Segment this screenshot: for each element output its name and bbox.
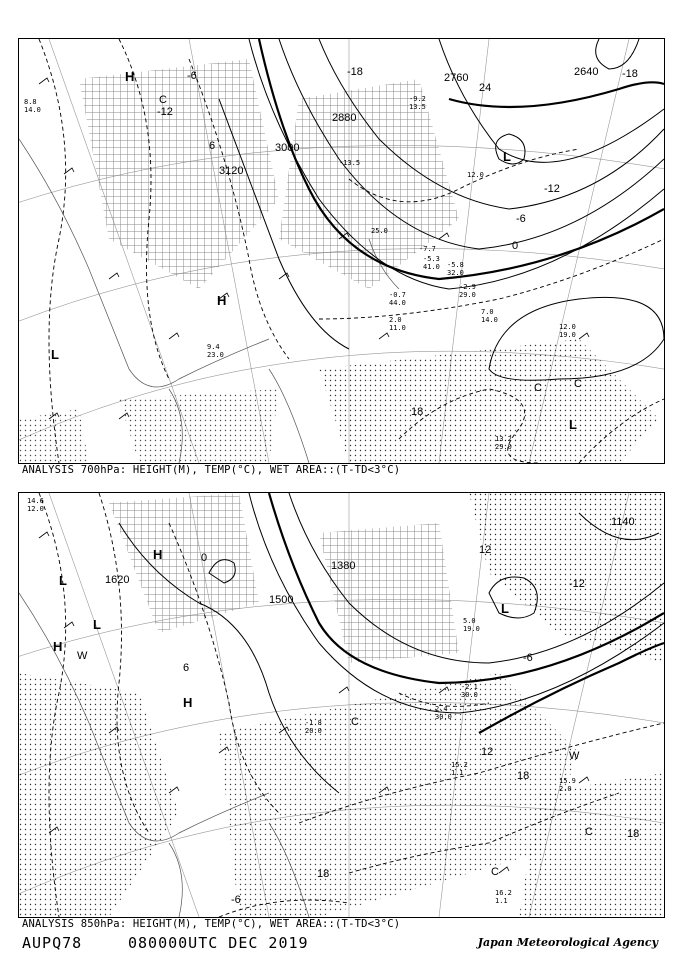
isotherm-label: -12: [569, 578, 585, 590]
station-value: 12.0: [559, 323, 576, 331]
station-value: 25.0: [371, 227, 388, 235]
high-center: H: [183, 695, 193, 710]
low-center: L: [501, 601, 509, 616]
valid-time: 080000UTC DEC 2019: [128, 934, 309, 952]
station-value: 13.5: [409, 103, 426, 111]
station-value: -1.8: [305, 719, 322, 727]
warm-center: W: [569, 750, 580, 762]
height-label: 1500: [269, 594, 294, 606]
isotherm-label: 18: [517, 770, 530, 782]
isotherm-label: 12: [479, 544, 492, 556]
station-value: -5.3: [423, 255, 440, 263]
height-label: 2760: [444, 72, 469, 84]
station-value: 14.0: [481, 316, 498, 324]
station-value: 19.0: [559, 331, 576, 339]
high-center: H: [153, 547, 163, 562]
station-value: 13.2: [495, 435, 512, 443]
station-value: -13.5: [339, 159, 361, 167]
station-value: 41.0: [423, 263, 440, 271]
isotherm-label: -12: [544, 183, 560, 195]
station-value: 1.1: [451, 769, 464, 777]
station-value: -9.2: [409, 95, 426, 103]
isotherm-label: -6: [231, 894, 241, 906]
station-value: 12.0: [27, 505, 44, 513]
high-center: H: [125, 69, 135, 84]
upper-chart-caption: ANALYSIS 700hPa: HEIGHT(M), TEMP(°C), WET AREA::(T-TD<3°C): [22, 464, 401, 476]
isotherm-label: -18: [622, 68, 638, 80]
station-value: 15.2: [451, 761, 468, 769]
station-value: 16.2: [495, 889, 512, 897]
station-value: 23.0: [207, 351, 224, 359]
isotherm-label: 24: [479, 82, 492, 94]
isotherm-label: 6: [183, 662, 190, 674]
cold-center: C: [491, 866, 499, 878]
station-value: 30.0: [435, 713, 452, 721]
isotherm-label: 18: [627, 828, 640, 840]
station-value: 30.0: [461, 691, 478, 699]
station-value: 8.8: [24, 98, 37, 106]
isotherm-label: 6: [209, 140, 216, 152]
station-value: 12.0: [467, 171, 484, 179]
wet-area-shading: [19, 493, 664, 917]
isotherm-label: -6: [187, 70, 197, 82]
cold-center: C: [159, 94, 167, 106]
station-value: -0.7: [389, 291, 406, 299]
station-value: 29.0: [459, 291, 476, 299]
height-label: 3000: [275, 142, 300, 154]
isotherm-label: 0: [512, 240, 519, 252]
station-value: 29.0: [495, 443, 512, 451]
station-value: 9.4: [207, 343, 220, 351]
cold-center: C: [351, 716, 359, 728]
upper-chart-map: [19, 39, 664, 463]
station-value: 15.9: [559, 777, 576, 785]
station-value: -5.8: [447, 261, 464, 269]
high-center: H: [53, 639, 63, 654]
station-value: 11.0: [389, 324, 406, 332]
warm-center: W: [77, 650, 88, 662]
station-value: -7.7: [419, 245, 436, 253]
isotherm-label: 18: [317, 868, 330, 880]
isotherm-label: -6: [523, 652, 533, 664]
isotherm-label: 12: [481, 746, 494, 758]
lower-chart-map: [19, 493, 664, 917]
lower-chart-panel: [18, 492, 665, 918]
high-center: H: [217, 293, 227, 308]
station-value: 5.0: [463, 617, 476, 625]
station-value: 32.0: [447, 269, 464, 277]
height-label: 1620: [105, 574, 130, 586]
station-value: 2.4: [435, 705, 448, 713]
low-center: L: [51, 347, 59, 362]
isotherm-label: 18: [411, 406, 424, 418]
isotherm-label: -12: [157, 106, 173, 118]
cold-center: C: [585, 826, 593, 838]
station-value: 20.0: [305, 727, 322, 735]
station-value: 2.0: [559, 785, 572, 793]
isotherm-label: -6: [516, 213, 526, 225]
station-value: -2.9: [459, 283, 476, 291]
low-center: L: [569, 417, 577, 432]
product-id: AUPQ78: [22, 934, 83, 952]
low-center: L: [93, 617, 101, 632]
station-value: -2.1: [461, 683, 478, 691]
station-value: 14.0: [24, 106, 41, 114]
height-label: 3120: [219, 165, 244, 177]
station-value: 2.0: [389, 316, 402, 324]
station-value: 19.0: [463, 625, 480, 633]
isotherm-label: -18: [347, 66, 363, 78]
low-center: L: [503, 149, 511, 164]
station-value: 7.0: [481, 308, 494, 316]
lower-chart-caption: ANALYSIS 850hPa: HEIGHT(M), TEMP(°C), WET AREA::(T-TD<3°C): [22, 918, 401, 930]
height-label: 2640: [574, 66, 599, 78]
low-center: L: [59, 573, 67, 588]
station-value: 14.6: [27, 497, 44, 505]
cold-center: C: [534, 382, 542, 394]
isotherm-label: 0: [201, 552, 208, 564]
height-label: 1380: [331, 560, 356, 572]
height-label: 2880: [332, 112, 357, 124]
height-label: 1140: [611, 516, 635, 528]
upper-chart-panel: [18, 38, 665, 464]
cold-center: C: [574, 378, 582, 390]
station-value: 44.0: [389, 299, 406, 307]
station-value: 1.1: [495, 897, 508, 905]
agency-name: Japan Meteorological Agency: [477, 936, 658, 949]
